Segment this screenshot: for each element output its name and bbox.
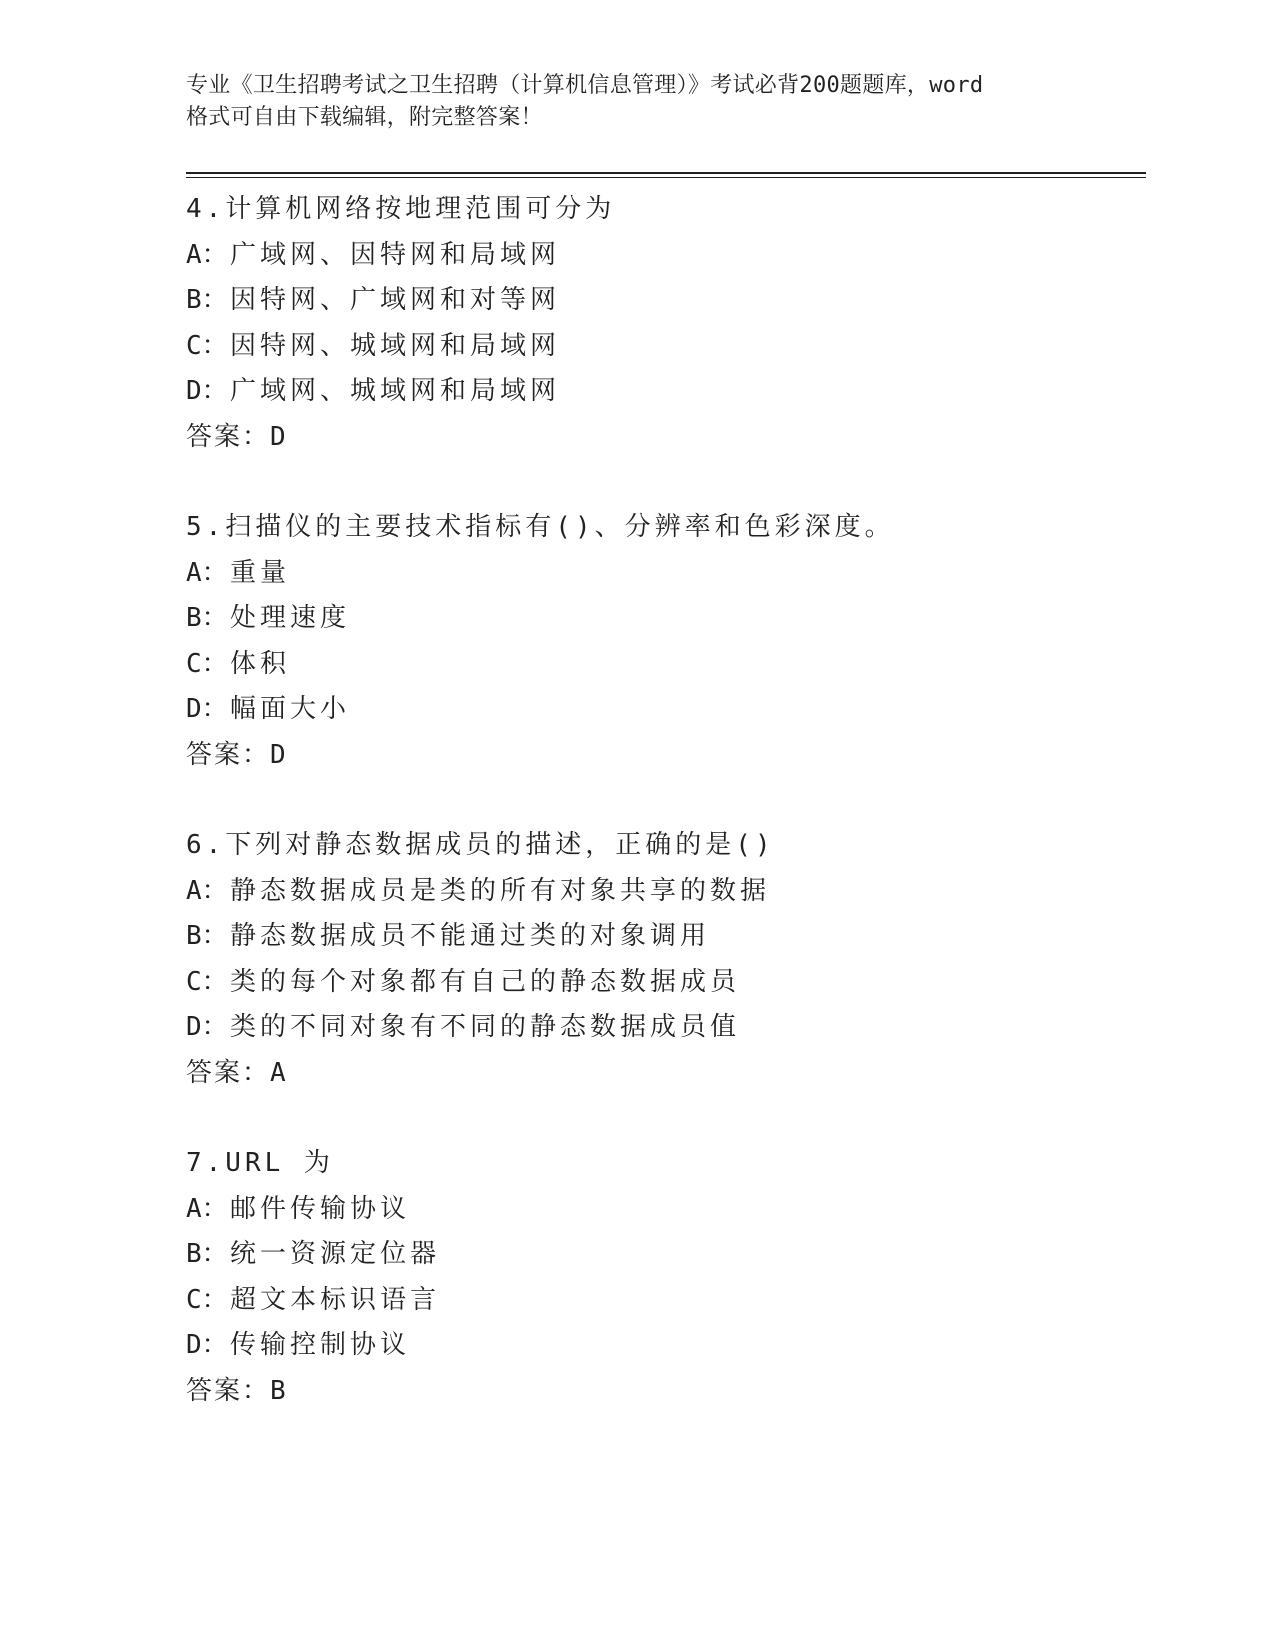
option-a [186,233,1146,279]
option-text: 类的每个对象都有自己的静态数据成员 [230,966,741,997]
option-a [186,1187,1146,1233]
option-text: 体积 [230,648,291,679]
option-c [186,642,1146,688]
question-7 [186,1141,1146,1414]
option-a [186,869,1146,915]
question-6 [186,823,1146,1096]
option-text: 统一资源定位器 [230,1239,441,1269]
option-c [186,324,1146,370]
answer-value: A [270,1057,286,1088]
option-c [186,960,1146,1006]
option-text: 处理速度 [230,603,351,633]
option-b [186,914,1146,960]
option-letter: C： [186,1284,228,1315]
option-d [186,1323,1146,1369]
option-letter: A： [186,557,228,588]
option-b [186,596,1146,642]
option-d [186,369,1146,415]
option-text: 传输控制协议 [230,1330,411,1360]
question-stem: 6.下列对静态数据成员的描述，正确的是() [186,830,775,860]
option-letter: A： [186,875,228,906]
answer-line [186,733,1146,779]
option-text: 广域网、因特网和局域网 [230,239,561,270]
option-b [186,1232,1146,1278]
option-text: 静态数据成员是类的所有对象共享的数据 [230,875,771,906]
question-stem: 4.计算机网络按地理范围可分为 [186,194,616,224]
option-b [186,278,1146,324]
document-header [186,70,1146,134]
answer-label: 答案： [186,1375,271,1406]
option-letter: C： [186,330,228,361]
option-letter: A： [186,1193,228,1224]
answer-value: B [270,1375,286,1406]
option-a [186,551,1146,597]
question-list [186,187,1146,1414]
question-4 [186,187,1146,460]
answer-value: D [270,421,286,452]
option-d [186,1005,1146,1051]
option-letter: D： [186,1330,228,1360]
answer-line [186,1051,1146,1097]
option-text: 因特网、广域网和对等网 [230,285,561,315]
header-title-line-1: 专业《卫生招聘考试之卫生招聘（计算机信息管理）》考试必背200题题库，word [186,73,984,98]
option-text: 重量 [230,557,291,588]
answer-line [186,415,1146,461]
option-text: 因特网、城域网和局域网 [230,330,561,361]
question-stem: 5.扫描仪的主要技术指标有()、分辨率和色彩深度。 [186,512,895,542]
option-letter: D： [186,1012,228,1042]
option-text: 超文本标识语言 [230,1284,441,1315]
option-letter: B： [186,1239,228,1269]
option-letter: A： [186,239,228,270]
answer-label: 答案： [186,421,271,452]
question-stem: 7.URL 为 [186,1148,334,1178]
answer-label: 答案： [186,739,271,770]
option-letter: C： [186,966,228,997]
option-letter: D： [186,694,228,724]
answer-label: 答案： [186,1057,271,1088]
option-letter: B： [186,603,228,633]
option-letter: B： [186,921,228,951]
header-divider [186,172,1146,178]
option-text: 广域网、城域网和局域网 [230,376,561,406]
option-d [186,687,1146,733]
answer-value: D [270,739,286,770]
option-letter: B： [186,285,228,315]
option-text: 类的不同对象有不同的静态数据成员值 [230,1012,741,1042]
document-page [186,70,1146,1459]
option-text: 幅面大小 [230,694,351,724]
option-letter: D： [186,376,228,406]
option-text: 邮件传输协议 [230,1193,411,1224]
header-title-line-2: 格式可自由下载编辑，附完整答案！ [186,105,543,130]
question-5 [186,505,1146,778]
answer-line [186,1369,1146,1415]
option-text: 静态数据成员不能通过类的对象调用 [230,921,711,951]
option-letter: C： [186,648,228,679]
option-c [186,1278,1146,1324]
